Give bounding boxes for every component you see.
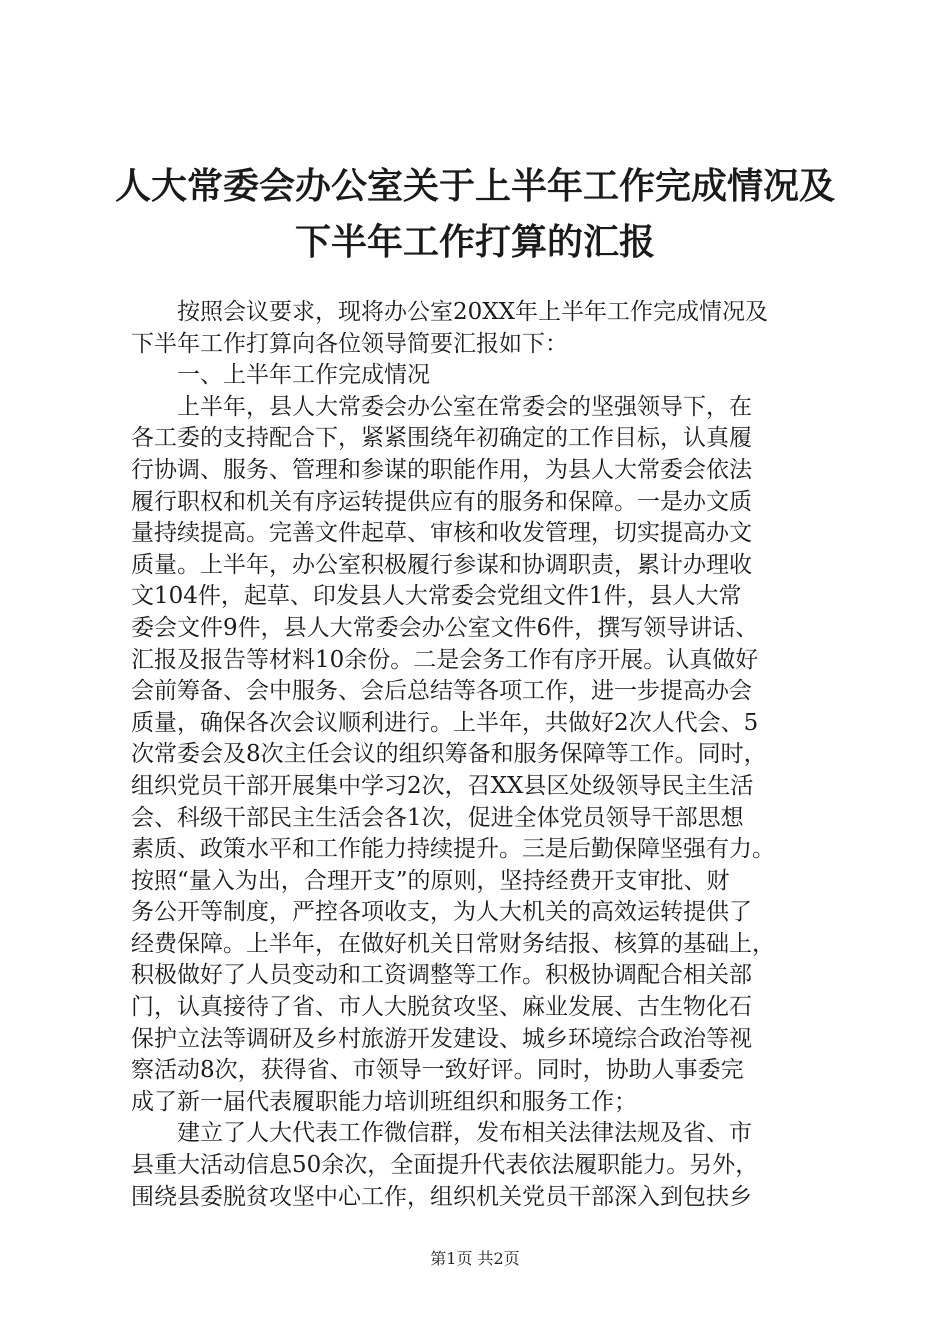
body-line: 下半年工作打算向各位领导简要汇报如下： [131,330,568,357]
body-line: 会、科级干部民主生活会各1次，促进全体党员领导干部思想 [131,804,744,831]
body-line: 文104件，起草、印发县人大常委会党组文件1件，县人大常 [131,583,742,610]
body-line: 组织党员干部开展集中学习2次，召XX县区处级领导民主生活 [131,772,754,799]
body-line: 保护立法等调研及乡村旅游开发建设、城乡环境综合政治等视 [131,1025,752,1052]
body-line: 察活动8次，获得省、市领导一致好评。同时，协助人事委完 [131,1057,744,1084]
section-heading: 一、上半年工作完成情况 [131,362,430,389]
body-line: 积极做好了人员变动和工资调整等工作。积极协调配合相关部 [131,962,752,989]
body-line: 质量。上半年，办公室积极履行参谋和协调职责，累计办理收 [131,551,752,578]
body-line: 县重大活动信息50余次，全面提升代表依法履职能力。另外， [131,1152,759,1179]
body-line: 履行职权和机关有序运转提供应有的服务和保障。一是办文质 [131,488,752,515]
body-line: 按照会议要求，现将办公室20XX年上半年工作完成情况及 [131,299,769,325]
body-line: 务公开等制度，严控各项收支，为人大机关的高效运转提供了 [131,899,752,926]
body-line: 上半年，县人大常委会办公室在常委会的坚强领导下，在 [131,393,752,420]
page-footer: 第1页 共2页 [430,1249,520,1268]
document-title-line-2: 下半年工作打算的汇报 [294,221,655,263]
body-line: 质量，确保各次会议顺利进行。上半年，共做好2次人代会、5 [131,709,759,736]
body-line: 围绕县委脱贫攻坚中心工作，组织机关党员干部深入到包扶乡 [131,1183,752,1210]
body-line: 各工委的支持配合下，紧紧围绕年初确定的工作目标，认真履 [131,425,752,452]
body-line: 门，认真接待了省、市人大脱贫攻坚、麻业发展、古生物化石 [131,994,752,1021]
body-line: 按照“量入为出，合理开支”的原则，坚持经费开支审批、财 [131,867,730,894]
body-line: 成了新一届代表履职能力培训班组织和服务工作； [131,1088,637,1115]
document-body [131,297,821,1213]
document-title-line-1: 人大常委会办公室关于上半年工作完成情况及 [114,165,835,207]
body-line: 建立了人大代表工作微信群，发布相关法律法规及省、市 [131,1120,752,1147]
body-line: 素质、政策水平和工作能力持续提升。三是后勤保障坚强有力。 [131,836,775,863]
body-line: 委会文件9件，县人大常委会办公室文件6件，撰写领导讲话、 [131,614,759,641]
body-line: 次常委会及8次主任会议的组织筹备和服务保障等工作。同时， [131,741,767,768]
body-line: 行协调、服务、管理和参谋的职能作用，为县人大常委会依法 [131,456,752,483]
body-line: 经费保障。上半年，在做好机关日常财务结报、核算的基础上， [131,930,775,957]
body-line: 会前筹备、会中服务、会后总结等各项工作，进一步提高办会 [131,678,752,705]
body-line: 汇报及报告等材料10余份。二是会务工作有序开展。认真做好 [131,646,759,673]
body-line: 量持续提高。完善文件起草、审核和收发管理，切实提高办文 [131,520,752,547]
